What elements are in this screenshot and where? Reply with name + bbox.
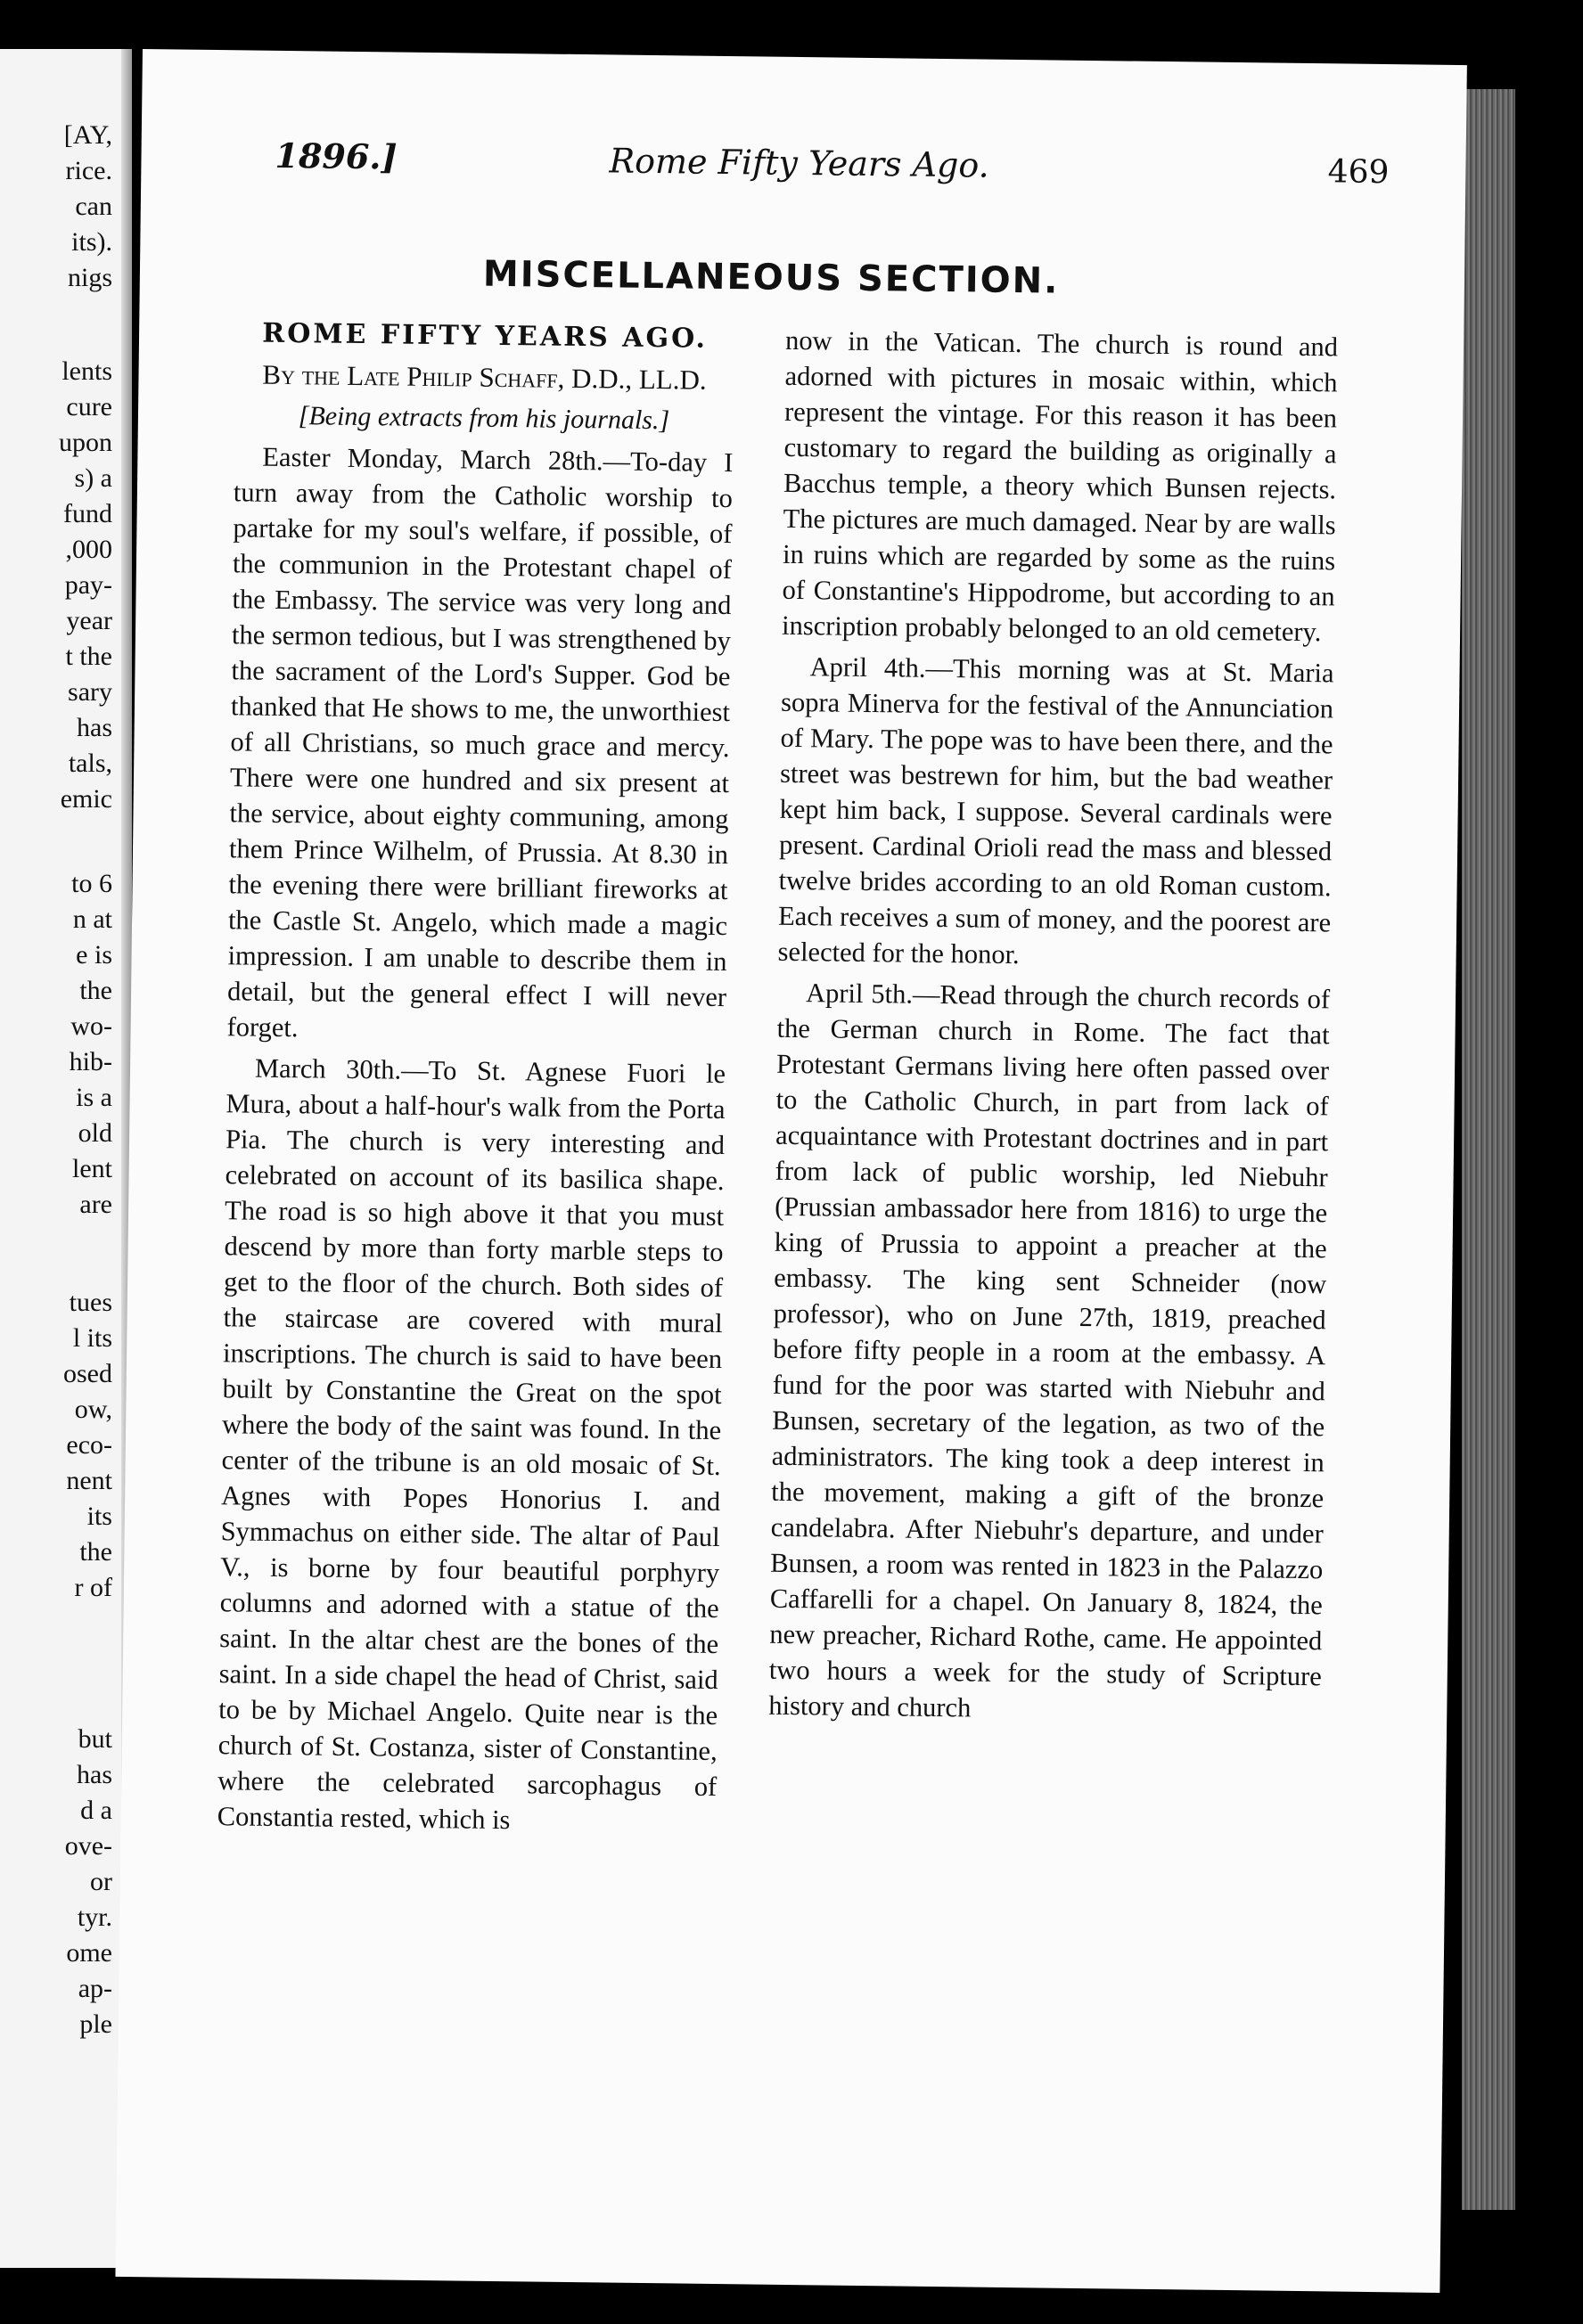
previous-page-line: eco- bbox=[66, 1430, 112, 1460]
previous-page-line: its). bbox=[71, 227, 112, 257]
previous-page-line: nent bbox=[66, 1466, 112, 1495]
previous-page-line: tues bbox=[69, 1288, 112, 1317]
previous-page-line: its bbox=[86, 1502, 112, 1531]
previous-page-line: wo- bbox=[70, 1011, 112, 1041]
previous-page-line: emic bbox=[60, 784, 112, 814]
previous-page-line: has bbox=[77, 1760, 112, 1789]
previous-page-line: pay- bbox=[64, 570, 112, 600]
paragraph: April 4th.—This morning was at St. Maria sopra Minerva for the festival of the Annunciation of Mary. The pope was to have been there, and the street was bestrewn for him, but the bad weather kept him back, I suppose. Several cardinals were present. Cardinal Orioli read the mass and blessed twelve brides according to an old Roman custom. Each receives a sum of money, and the poorest are selected for the honor. bbox=[777, 651, 1334, 970]
previous-page-line: e is bbox=[76, 940, 112, 970]
previous-page-line: lent bbox=[72, 1154, 112, 1183]
previous-page-line: but bbox=[78, 1724, 112, 1754]
previous-page-line: year bbox=[66, 606, 112, 635]
previous-page-line: osed bbox=[63, 1359, 112, 1388]
previous-page-line: the bbox=[79, 976, 112, 1005]
running-head-year: 1896.] bbox=[275, 135, 398, 177]
article-byline: By the Late Philip Schaff, D.D., LL.D. bbox=[262, 358, 707, 396]
column-right bbox=[768, 323, 1338, 1730]
previous-page-line: ,000 bbox=[65, 535, 112, 564]
previous-page-line: has bbox=[77, 713, 112, 742]
previous-page-line: l its bbox=[72, 1323, 112, 1353]
paragraph: now in the Vatican. The church is round and adorned with pictures in mosaic within, which represent the vintage. For this reason it has been customary to regard the building as originally a Bacchus temple, a theory which Bunsen rejects. The pictures are much damaged. Near by are walls in ruins which are regarded by some as the ruins of Constantine's Hippodrome, but according to an inscription probably belonged to an old cemetery. bbox=[781, 324, 1339, 648]
previous-page-line: lents bbox=[62, 356, 112, 386]
page-number: 469 bbox=[1327, 153, 1390, 192]
previous-page-line: nigs bbox=[67, 263, 112, 292]
previous-page-line: hib- bbox=[69, 1047, 112, 1076]
previous-page-line: cure bbox=[66, 392, 112, 421]
previous-page-line: ome bbox=[66, 1938, 112, 1968]
previous-page-line: ow, bbox=[74, 1395, 112, 1424]
paragraph: April 5th.—Read through the church records of the German church in Rome. The fact that Protestant Germans living here often passed over to the Catholic Church, in part from lack of acquaintance with Protestant doctrines and in part from lack of public worship, led Niebuhr (Prussian ambassador here from 1816) to urge the king of Prussia to appoint a preacher at the embassy. The king sent Schneider (now professor), who on June 27th, 1819, preached before fifty people in a room at the embassy. A fund for the poor was started with Niebuhr and Bunsen, secretary of the legation, as two of the administrators. The king took a deep interest in the movement, making a gift of the bronze candelabra. After Niebuhr's departure, and under Bunsen, a room was rented in 1823 in the Palazzo Caffarelli for a chapel. On January 8, 1824, the new preacher, Richard Rothe, came. He appointed two hours a week for the study of Scripture history and church bbox=[768, 978, 1331, 1723]
previous-page-line: are bbox=[79, 1190, 112, 1219]
previous-page-line: old bbox=[78, 1118, 112, 1148]
previous-page-line: or bbox=[90, 1867, 112, 1896]
paragraph: Easter Monday, March 28th.—To-day I turn away from the Catholic worship to partake for my soul's welfare, if possible, of the communion in the Protestant chapel of the Embassy. The service was very long and the sermon tedious, but I was strengthened by the sacrament of the Lord's Supper. God be thanked that He shows to me, the unworthiest of all Christians, so much grace and mercy. There were one hundred and six present at the service, about eighty communing, among them Prince Wilhelm, of Prussia. At 8.30 in the evening there were brilliant fireworks at the Castle St. Angelo, which made a magic impression. I am unable to describe them in detail, but the general effect I will never forget. bbox=[226, 441, 734, 1043]
previous-page-line: r of bbox=[74, 1573, 112, 1602]
previous-page-line: d a bbox=[80, 1796, 112, 1825]
previous-page-line: can bbox=[75, 192, 112, 221]
previous-page-line: ple bbox=[79, 2009, 112, 2039]
paragraph: March 30th.—To St. Agnese Fuori le Mura, about a half-hour's walk from the Porta Pia. The church is very interesting and celebrated on account of its basilica shape. The road is so high above it that you must descend by more than forty marble steps to get to the floor of the church. Both sides of the staircase are covered with mural inscriptions. The church is said to have been built by Constantine the Great on the spot where the body of the saint was found. In the center of the tribune is an old mosaic of St. Agnes with Popes Honorius I. and Symmachus on either side. The altar of Paul V., is borne by four beautiful porphyry columns and adorned with a statue of the saint. In the altar chest are the bones of the saint. In a side chapel the head of Christ, said to be by Michael Angelo. Quite near is the church of St. Costanza, sister of Constantine, where the celebrated sarcophagus of Constantia rested, which is bbox=[217, 1052, 726, 1836]
previous-page-line: sary bbox=[68, 677, 112, 707]
column-left bbox=[217, 315, 735, 1840]
previous-page-line: n at bbox=[72, 904, 112, 934]
source-note: [Being extracts from his journals.] bbox=[298, 401, 670, 436]
previous-page-line: tyr. bbox=[77, 1903, 112, 1932]
running-head-title: Rome Fifty Years Ago. bbox=[609, 141, 989, 185]
running-head bbox=[275, 135, 1390, 202]
article-title: ROME FIFTY YEARS AGO. bbox=[262, 317, 709, 355]
previous-page-line: ap- bbox=[78, 1974, 112, 2003]
section-title: MISCELLANEOUS SECTION. bbox=[482, 253, 1060, 302]
previous-page-line: tals, bbox=[68, 749, 112, 778]
previous-page-fragment bbox=[0, 49, 132, 2268]
previous-page-line: to 6 bbox=[71, 869, 112, 898]
previous-page-line: the bbox=[79, 1537, 112, 1567]
previous-page-line: rice. bbox=[65, 156, 112, 185]
previous-page-line: is a bbox=[76, 1083, 112, 1112]
previous-page-line: [AY, bbox=[63, 120, 112, 150]
previous-page-line: upon bbox=[59, 428, 112, 457]
previous-page-line: t the bbox=[65, 642, 112, 671]
book-page bbox=[115, 49, 1466, 2293]
page-edge-stack bbox=[1462, 89, 1515, 2210]
previous-page-line: s) a bbox=[74, 463, 112, 493]
previous-page-line: ove- bbox=[64, 1831, 112, 1861]
previous-page-line: fund bbox=[63, 499, 112, 528]
